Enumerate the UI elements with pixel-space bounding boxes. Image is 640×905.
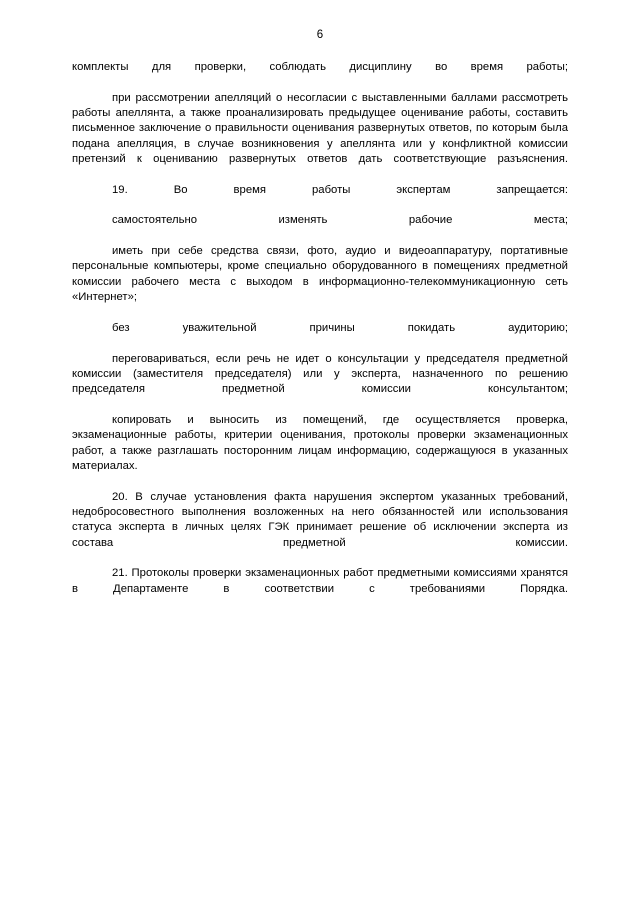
paragraph: копировать и выносить из помещений, где осуществляется проверка, экзаменационные работы, критерии оценивания, протоколы проверки экзаменационных работ, а также разглашать посторонним лицам информацию, содержащуюся в указанных материалах. xyxy=(72,413,568,472)
page-number: 6 xyxy=(316,29,324,41)
paragraph: комплекты для проверки, соблюдать дисциплину во время работы; xyxy=(72,61,568,73)
paragraph: при рассмотрении апелляций о несогласии с выставленными баллами рассмотреть работы апеллянта, а также проанализировать предыдущее оценивание работы, составить письменное заключение о правильности оценивания развернутых ответов, по которым была подана апелляция, в случае возникновения у апеллянта или у конфликтной комиссии претензий к оцениванию развернутых ответов дать соответствующие разъяснения. xyxy=(72,91,568,166)
paragraph: самостоятельно изменять рабочие места; xyxy=(112,214,568,227)
paragraph: иметь при себе средства связи, фото, аудио и видеоаппаратуру, портативные персональные компьютеры, кроме специально оборудованного в помещениях предметной комиссии рабочего места с выходом в информационно-телекоммуникационную сеть «Интернет»; xyxy=(72,245,568,304)
paragraph: переговариваться, если речь не идет о консультации у председателя предметной комиссии (заместителя председателя) или у эксперта, назначенного по решению председателя предметной комиссии консультантом; xyxy=(72,352,568,396)
paragraph: 21. Протоколы проверки экзаменационных работ предметными комиссиями хранятся в Департаменте в соответствии с требованиями Порядка. xyxy=(72,567,568,595)
paragraph: 19. Во время работы экспертам запрещается: xyxy=(112,183,568,196)
paragraph: 20. В случае установления факта нарушения экспертом указанных требований, недобросовестного выполнения возложенных на него обязанностей или использования статуса эксперта в личных целях ГЭК принимает решение об исключении эксперта из состава предметной комиссии. xyxy=(72,490,568,549)
document-body xyxy=(72,60,568,612)
paragraph: без уважительной причины покидать аудиторию; xyxy=(112,321,568,334)
